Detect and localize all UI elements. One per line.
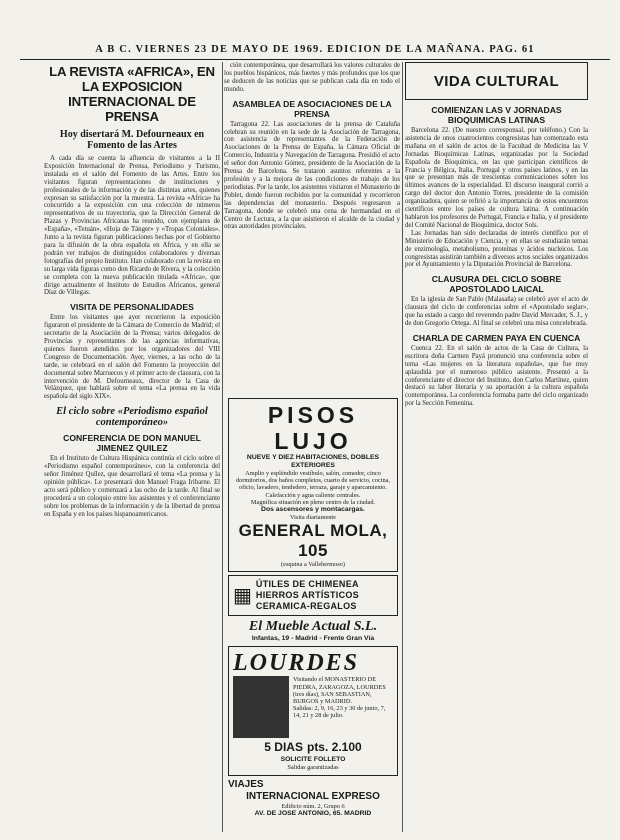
ad-pisos-line: NUEVE Y DIEZ HABITACIONES, DOBLES EXTERIORES (246, 454, 380, 469)
heading-charla: CHARLA DE CARMEN PAYA EN CUENCA (412, 332, 581, 343)
ad-lourdes-desc: Visitando el MONASTERIO DE PIEDRA, ZARAGOZA, LOURDES (tres días), SAN SEBASTIAN, BURGOS y MADRID. (293, 676, 386, 706)
ad-lourdes-days: 5 DIAS (264, 740, 303, 755)
ad-pisos-line: Dos ascensores y montacargas. (261, 506, 365, 514)
ad-pisos-street: GENERAL MOLA, 105 (238, 521, 388, 561)
ad-pisos-title: PISOS LUJO (267, 402, 359, 454)
article-body (405, 345, 588, 408)
ad-pisos-corner: (esquina a Vallehermoso) (281, 561, 345, 569)
article-body (44, 155, 220, 297)
paragraph: Las Jornadas han sido declaradas de interés científico por el Ministerio de Educación y Ciencia, y en ellas se estudiarán temas de enzimología, metabolismo, proteínas y ácidos nucleicos. Los congresistas asistirán también a diversos actos sociales organizados por el Ayuntamiento y la Diputación Provincial de Barcelona. (405, 229, 588, 269)
paragraph: En el Instituto de Cultura Hispánica continúa el ciclo sobre el «Periodismo español contemporáneo», con la conferencia del señor Jiménez Quílez, que desarrollará el tema «La prensa y la opinión pública». Le presentará don Manuel Fraga Iribarne. El acto será público y comenzará a las ocho de la tarde. Al final se procederá a un coloquio entre los asistentes y el conferenciante sobre los problemas de la información y de la libertad de prensa en España y en los países hispanoamericanos. (44, 455, 220, 518)
ad-viajes-address: Edificio núm. 2, Grupo 6 (281, 802, 345, 810)
ad-lourdes (228, 646, 398, 775)
subhead-defourneaux: Hoy disertará M. Defourneaux en Fomento de las Artes (59, 129, 205, 151)
ad-pisos-lujo (228, 398, 398, 572)
ad-lourdes-price: pts. 2.100 (306, 740, 362, 755)
paragraph: Tarragona 22. Las asociaciones de la prensa de Cataluña celebran su reunión en la sede de la Asociación de Tarragona, con asistencia de representantes de la Federación de Asociaciones de la Prensa de España, la Cámara Oficial de Comercio, Industria y Navegación de Tarragona. Presidió el acto el señor don Antonio Gómez, presidente de la Asociación de la Prensa de Barcelona. Se trataron asuntos referentes a la profesión y a la mejora de las condiciones de trabajo de los periodistas. Por la tarde, los asistentes visitaron el Monasterio de Poblet, donde fueron recibidos por la comunidad y recorrieron las dependencias del monasterio. Después regresaron a Tarragona, donde se celebró una cena de hermandad en el Centro de Lectura, a la que asistieron el alcalde de la ciudad y otras autoridades provinciales. (224, 120, 400, 231)
article-body (224, 121, 400, 232)
paragraph: Entre los visitantes que ayer recorrieron la exposición figuraron el presidente de la Cámara de Comercio de Madrid; el secretario de la Asociación de la Prensa; varios delegados de Provincias y representantes de las agencias informativas, quienes fueron atendidos por los organizadores del VIII Congreso de Documentación. Ayer, viernes, a las ocho de la tarde, se celebrará en el salón del Fomento la proyección del documental sobre Marruecos y el primer acto de clausura, con la intervención de M. Defourneaux, director de la Casa de Velázquez, que hablará sobre el tema «La prensa en la vida española del siglo XIX». (44, 314, 220, 401)
paragraph: ción contemporánea, que desarrollará los valores culturales de los pueblos hispánicos, más fuertes y más profundos que los que se deducen de las noticias que se publican cada día en todo el mundo. (224, 62, 400, 93)
advertisements (228, 398, 398, 828)
paragraph: Cuenca 22. En el salón de actos de la Casa de Cultura, la escritora doña Carmen Payá pronunció una conferencia sobre el tema «Las mujeres en la literatura española», que fue muy aplaudida por el numeroso público asistente. Presentó a la conferenciante el director del Instituto, don Carlos Martínez, quien destacó su labor literaria y su aportación a la cultura española contemporánea. La conferencia formaba parte del ciclo organizado por la Sección Femenina. (405, 344, 588, 408)
heading-jornadas: COMIENZAN LAS V JORNADAS BIOQUIMICAS LATINAS (431, 105, 562, 125)
article-body (44, 455, 220, 518)
article-body (405, 127, 588, 269)
heading-asamblea: ASAMBLEA DE ASOCIACIONES DE LA PRENSA (232, 98, 392, 119)
section-title-vida-cultural: VIDA CULTURAL (405, 62, 588, 100)
paragraph: Barcelona 22. (De nuestro corresponsal, por teléfono.) Con la asistencia de unos cuatrocientos congresistas han comenzado esta mañana en el salón de actos de la Facultad de Medicina las V Jornadas Bioquímicas Latinas, organizadas por la Sociedad Española de Bioquímica, en las que participan científicos de Francia y Bélgica, Italia, Portugal y otros países latinos, y en las que se presentan más de trescientas comunicaciones sobre los últimos avances de la especialidad. El discurso inaugural corrió a cargo del doctor don Antonio Torres, presidente de la comisión organizadora, quien se refirió a la importancia de estos encuentros científicos entre los países de cultura latina. A continuación hablaron los profesores de Portugal, Francia e Italia, y el presidente del Comité Nacional de Bioquímica, doctor Sols. (405, 127, 588, 229)
lourdes-shrine-icon (233, 676, 289, 738)
column-divider (222, 62, 223, 832)
masthead: A B C. VIERNES 23 DE MAYO DE 1969. EDICION DE LA MAÑANA. PAG. 61 (95, 44, 535, 55)
heading-ciclo: El ciclo sobre «Periodismo español contemporáneo» (56, 406, 208, 429)
heading-conferencia: CONFERENCIA DE DON MANUEL JIMENEZ QUILEZ (63, 433, 201, 454)
ad-pisos-desc: Visita diariamente (290, 514, 336, 522)
ad-lourdes-dates: Salidas: 2, 9, 16, 23 y 30 de junio, 7, 14, 21 y 28 de julio. (293, 705, 386, 720)
column-divider (402, 62, 403, 832)
ad-pisos-desc: Magnífica situación en pleno centro de la ciudad. (250, 498, 376, 506)
ad-pisos-desc: Amplio y espléndido vestíbulo, salón, comedor, cinco dormitorios, dos baños completos, cuarto de servicio, cocina, oficio, lavadero, tendedero, terraza, garaje y aparcamiento. Calefacción y agua caliente centrales. (235, 470, 391, 499)
masthead-rule (20, 59, 610, 60)
ad-chimenea-line: ÚTILES DE CHIMENEA (255, 579, 359, 590)
article-body (44, 314, 220, 401)
ad-chimenea-line: CERAMICA-REGALOS (255, 601, 357, 612)
ad-chimenea-address: Infantas, 19 - Madrid - Frente Gran Vía (251, 635, 375, 643)
column-3 (405, 62, 588, 840)
ad-viajes-address: AV. DE JOSE ANTONIO, 65. MADRID (254, 809, 372, 817)
column-1 (44, 62, 220, 840)
ad-viajes-agency: INTERNACIONAL EXPRESO (246, 790, 380, 802)
ad-viajes-label: VIAJES (228, 778, 264, 790)
paragraph: En la iglesia de San Pablo (Malasaña) se celebró ayer el acto de clausura del ciclo de conferencias sobre el «Apostolado seglar», que ha estado a cargo del reverendo padre David Mercader, S. J., y de don Gregorio Ortega. Al final se celebró una misa concelebrada. (405, 296, 588, 328)
article-body (405, 296, 588, 328)
ad-chimenea (228, 575, 398, 616)
paragraph: A cada día se cuenta la afluencia de visitantes a la II Exposición Internacional de Prensa, Periodismo y Turismo, instalada en el salón del Fomento de las Artes. Entre los visitantes figuran representaciones de instituciones y profesionales de la información y de las distintas artes, quienes expresan su satisfacción por la muestra. La revista «Africa» ha concurrido a la exposición con una colección de números representativos de su trayectoria, que la Dirección General de Plazas y Provincias Africanas ha reunido, con ejemplares de «España», «Tetuán», «Hoja de Tánger» y «Tropas Coloniales». Junto a la revista figuran publicaciones hechas por el Gobierno para la difusión de la obra española en Africa, y en ella se podrán ver trabajos de distinguidos colaboradores y diversas fotografías del propio Instituto. Han colaborado con la revista en su larga vida figuras como don Ricardo de Rivera, y la colección se completa con la nueva publicación titulada «Africa», que dirige actualmente el Instituto de Estudios Africanos, general Díaz de Villegas. (44, 155, 220, 297)
headline-africa: LA REVISTA «AFRICA», EN LA EXPOSICION INTERNACIONAL DE PRENSA (49, 64, 215, 124)
ad-chimenea-brand: El Mueble Actual S.L. (248, 619, 378, 635)
heading-visita: VISITA DE PERSONALIDADES (70, 302, 194, 313)
ad-chimenea-line: HIERROS ARTÍSTICOS (255, 590, 359, 601)
heading-clausura: CLAUSURA DEL CICLO SOBRE APOSTOLADO LAICAL (431, 274, 562, 295)
article-body (224, 62, 400, 94)
ad-lourdes-extra: Salidas garantizadas (287, 764, 339, 772)
ad-lourdes-folleto: SOLICITE FOLLETO (280, 756, 346, 764)
fireplace-icon: ▦ (233, 584, 252, 607)
ad-lourdes-title: LOURDES (233, 650, 360, 677)
